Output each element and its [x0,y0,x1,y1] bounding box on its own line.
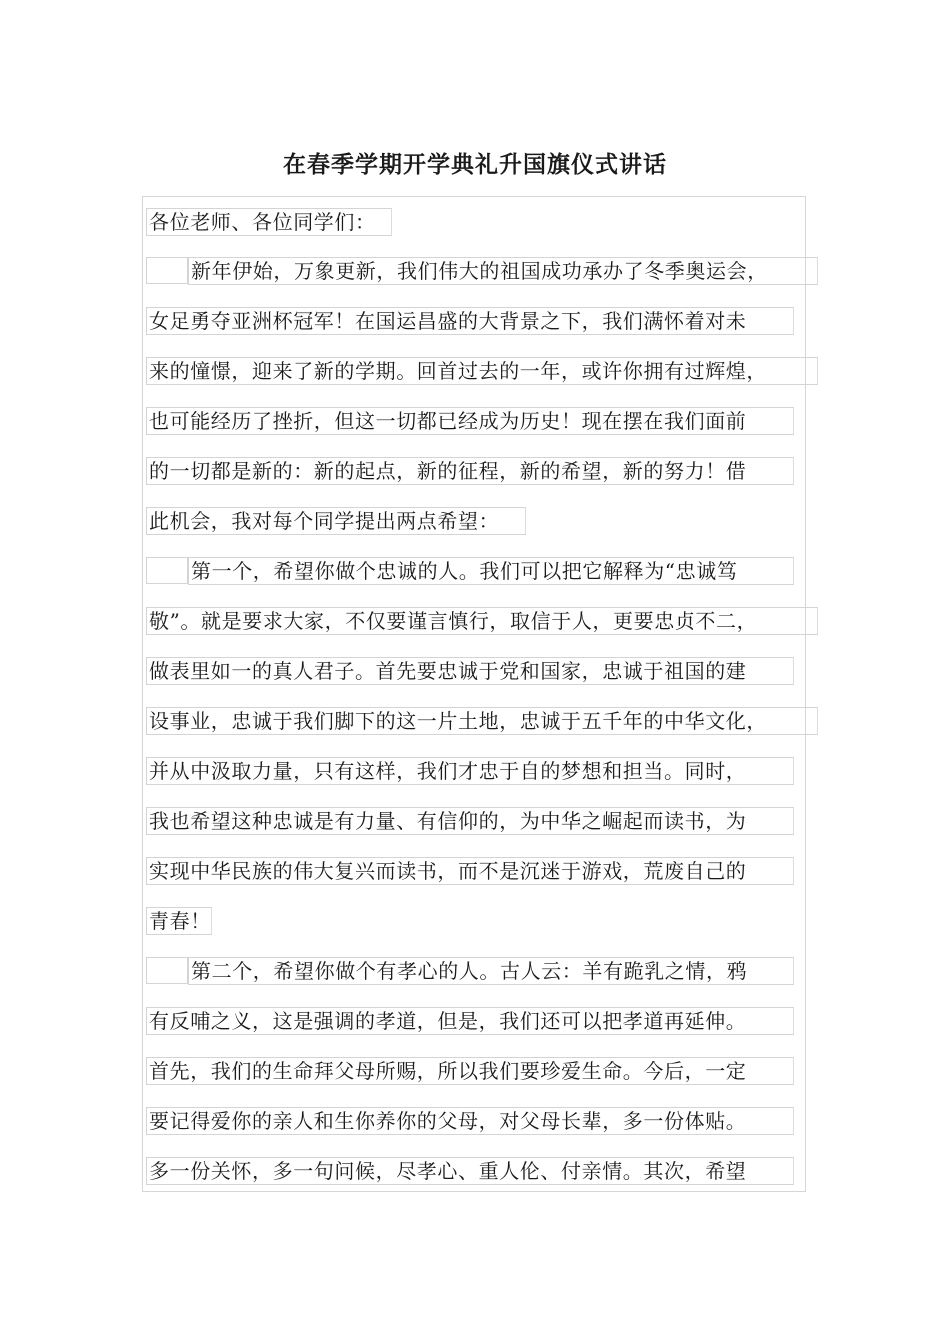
text-line: 我也希望这种忠诚是有力量、有信仰的，为中华之崛起而读书，为 [146,807,794,835]
text-line: 的一切都是新的：新的起点，新的征程，新的希望，新的努力！借 [146,457,794,485]
text-frame [142,196,806,1192]
text-line: 新年伊始，万象更新，我们伟大的祖国成功承办了冬季奥运会， [188,257,818,285]
salutation-line: 各位老师、各位同学们： [146,208,392,236]
text-line: 敬”。就是要求大家，不仅要谨言慎行，取信于人，更要忠贞不二， [146,607,818,635]
paragraph-indent [146,257,188,284]
text-line: 实现中华民族的伟大复兴而读书，而不是沉迷于游戏，荒废自己的 [146,857,794,885]
text-line: 首先，我们的生命拜父母所赐，所以我们要珍爱生命。今后，一定 [146,1057,794,1085]
text-line: 多一份关怀，多一句问候，尽孝心、重人伦、付亲情。其次，希望 [146,1157,794,1185]
text-line: 做表里如一的真人君子。首先要忠诚于党和国家，忠诚于祖国的建 [146,657,794,685]
paragraph-indent [146,957,188,984]
text-line: 也可能经历了挫折，但这一切都已经成为历史！现在摆在我们面前 [146,407,794,435]
text-line: 女足勇夺亚洲杯冠军！在国运昌盛的大背景之下，我们满怀着对未 [146,307,794,335]
text-line: 有反哺之义，这是强调的孝道，但是，我们还可以把孝道再延伸。 [146,1007,794,1035]
text-line: 此机会，我对每个同学提出两点希望： [146,507,526,535]
text-line: 来的憧憬，迎来了新的学期。回首过去的一年，或许你拥有过辉煌， [146,357,818,385]
text-line: 第一个，希望你做个忠诚的人。我们可以把它解释为“忠诚笃 [188,557,794,585]
text-line: 设事业，忠诚于我们脚下的这一片土地，忠诚于五千年的中华文化， [146,707,818,735]
text-line: 要记得爱你的亲人和生你养你的父母，对父母长辈，多一份体贴。 [146,1107,794,1135]
paragraph-indent [146,557,188,584]
text-line: 并从中汲取力量，只有这样，我们才忠于自的梦想和担当。同时， [146,757,794,785]
text-line: 第二个，希望你做个有孝心的人。古人云：羊有跪乳之情，鸦 [188,957,794,985]
document-title: 在春季学期开学典礼升国旗仪式讲话 [283,151,667,178]
text-line: 青春！ [146,907,212,935]
